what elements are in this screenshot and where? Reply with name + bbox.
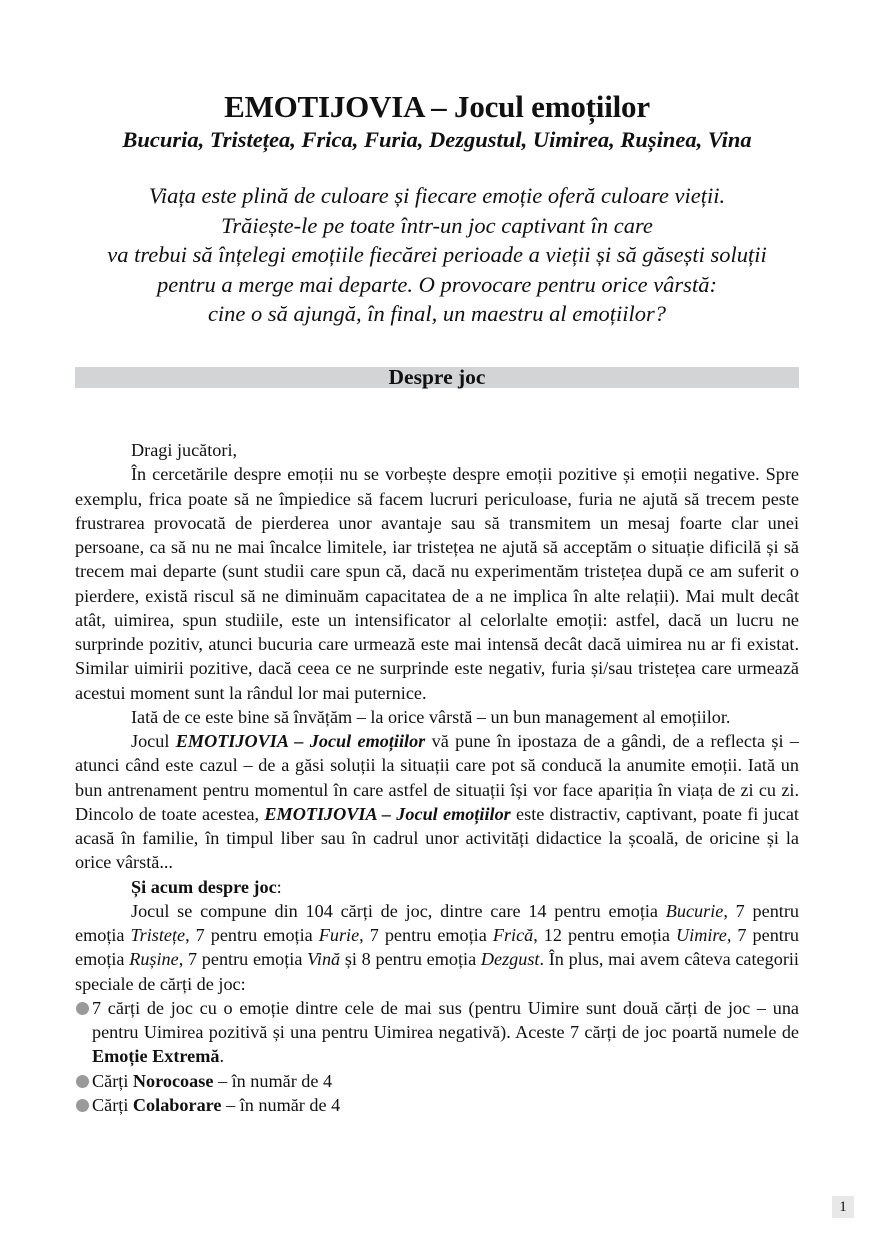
text: . [219, 1046, 224, 1067]
text: Cărți [92, 1070, 133, 1091]
text: vă pune în ipostaza de a gândi, de a reflecta și – atunci când este cazul – de a găsi soluții la situații care pot să conducă la anumite emoții. Iată un bun antrenament pentru momentul în care astfel de situații își vor face apariția în viața de zi cu zi. Dincolo de toate acestea, [75, 731, 799, 824]
emotion-name: Furie [318, 925, 360, 945]
emotion-name: Bucurie [665, 900, 724, 921]
bullet-dot-icon [76, 1099, 89, 1112]
list-item [75, 996, 799, 1069]
paragraph [75, 729, 799, 875]
motto-line: va trebui să înțelegi emoțiile fiecărei perioade a vieții și să găsești soluții [107, 242, 767, 267]
motto-line: Trăiește-le pe toate într-un joc captivant în care [221, 212, 653, 238]
emotion-name: Rușine [129, 949, 179, 970]
emotion-name: Tristețe [130, 925, 186, 945]
bold-term: Colaborare [132, 1094, 222, 1115]
text: – în număr de 4 [213, 1070, 333, 1091]
game-name-emphasis: EMOTIJOVIA – Jocul emoțiilor [264, 803, 511, 824]
motto-line: Viața este plină de culoare și fiecare emoție oferă culoare vieții. [148, 183, 726, 208]
text: Jocul se compune din 104 cărți de joc, dintre care 14 pentru emoția [131, 900, 666, 921]
text: – în număr de 4 [221, 1094, 341, 1115]
section-header-bar [75, 367, 799, 388]
motto-line: cine o să ajungă, în final, un maestru al emoțiilor? [207, 301, 667, 326]
emotion-name: Dezgust [480, 949, 540, 970]
page-number: 1 [832, 1196, 854, 1218]
text: și 8 pentru emoția [340, 949, 481, 970]
bullet-dot-icon [76, 1075, 89, 1088]
bullet-dot-icon [76, 1002, 89, 1015]
emotion-name: Frică [492, 925, 534, 945]
text: . În plus, mai avem câteva categorii speciale de cărți de joc: [75, 949, 799, 994]
text: , 7 pentru emoția [185, 925, 319, 945]
bold-term: Emoție Extremă [92, 1046, 220, 1067]
paragraph: Iată de ce este bine să învățăm – la orice vârstă – un bun management al emoțiilor. [131, 706, 731, 727]
motto [0, 181, 874, 329]
motto-line: pentru a merge mai departe. O provocare pentru orice vârstă: [157, 271, 717, 297]
list-item [75, 1069, 799, 1093]
list-item [75, 1093, 799, 1117]
emotion-name: Vină [307, 949, 341, 970]
text: , 7 pentru emoția [178, 949, 308, 970]
paragraph [75, 899, 799, 996]
text: , 7 pentru emoția [359, 925, 493, 945]
paragraph: În cercetările despre emoții nu se vorbește despre emoții pozitive și emoții negative. Spre exemplu, frica poate să ne împiedice să facem lucruri periculoase, furia ne ajută să trecem peste frustrarea provocată de pierderea unor avantaje sau să transmitem un mesaj foarte clar unei persoane, ca să nu ne mai încalce limitele, iar tristețea ne ajută să acceptăm o situație dificilă și să trecem mai departe (sunt studii care spun că, dacă nu experimentăm tristețea după ce am suferit o pierdere, există riscul să ne diminuăm capacitatea de a ne implica în alte relații). Mai mult decât atât, uimirea, spun studiile, este un intensificator al celorlalte emoții: astfel, dacă un lucru ne surprinde pozitiv, atunci bucuria care urmează este mai intensă decât dacă uimirea nu ar fi existat. Similar uimirii pozitive, dacă ceea ce ne surprinde este negativ, furia și/sau tristețea care urmează acestui moment sunt la rândul lor mai puternice. [75, 464, 799, 703]
emotion-name: Uimire, [676, 925, 732, 945]
section-title: Despre joc [388, 365, 486, 389]
text: 7 cărți de joc cu o emoție dintre cele de mai sus (pentru Uimire sunt două cărți de joc – una pentru Uimirea pozitivă și una pentru Uimirea negativă). Aceste 7 cărți de joc poartă numele de [92, 997, 799, 1042]
document-subtitle: Bucuria, Tristețea, Frica, Furia, Dezgustul, Uimirea, Rușinea, Vina [122, 127, 752, 152]
document-title: EMOTIJOVIA – Jocul emoțiilor [224, 89, 650, 124]
bold-term: Norocoase [132, 1070, 214, 1091]
text: Jocul [131, 731, 176, 751]
text: Cărți [92, 1094, 133, 1115]
subheading [75, 875, 799, 899]
greeting: Dragi jucători, [131, 440, 238, 460]
text: este distractiv, captivant, poate fi jucat acasă în familie, în timpul liber sau în cadrul unor activități didactice la școală, de oricine și la orice vârstă... [75, 803, 799, 873]
bullet-list [75, 996, 799, 1117]
text: 7 pentru emoția [75, 925, 799, 970]
body-text [75, 438, 799, 1117]
game-name-emphasis: EMOTIJOVIA – Jocul emoțiilor [175, 731, 426, 751]
text: : [276, 876, 282, 897]
text: , 12 pentru emoția [533, 925, 676, 945]
text: , 7 pentru emoția [75, 900, 799, 945]
subheading-bold: Și acum despre joc [131, 876, 277, 897]
